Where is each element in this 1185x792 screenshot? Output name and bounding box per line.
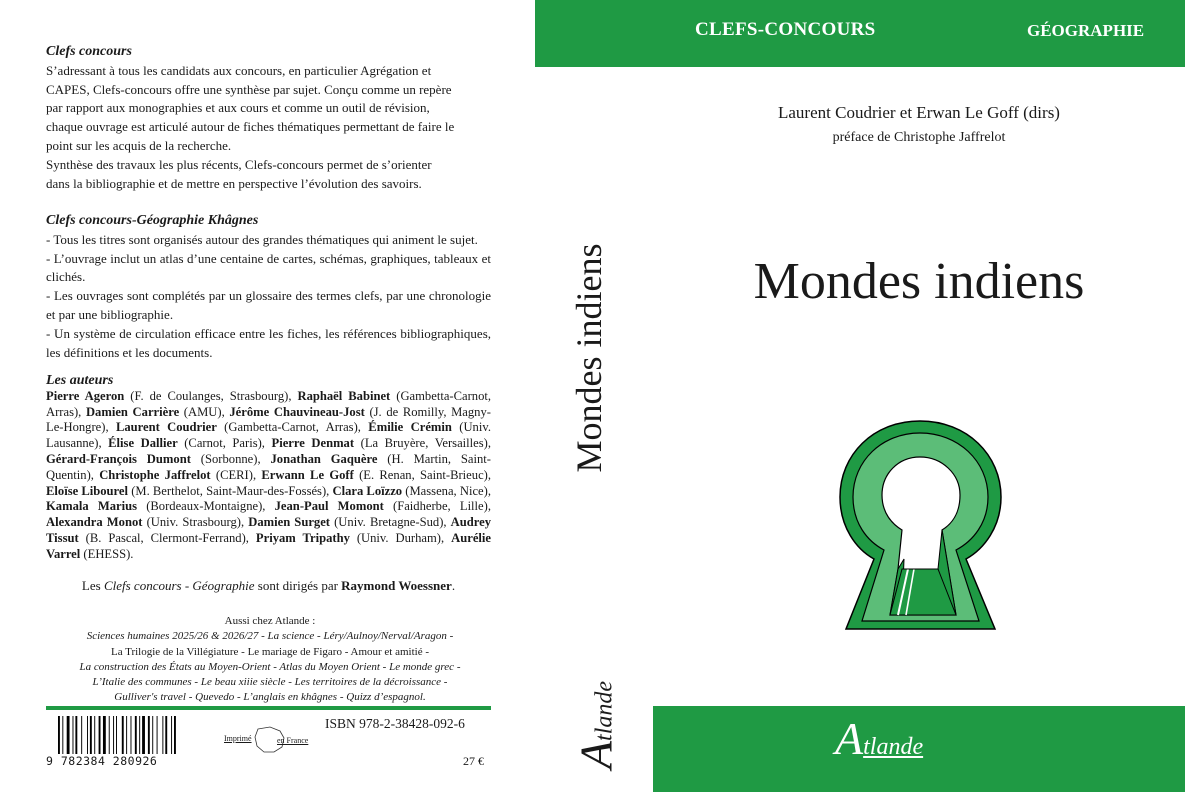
imprime-label: Imprimé bbox=[224, 734, 252, 743]
author-affiliation: (CERI), bbox=[210, 467, 262, 482]
author-name: Pierre Denmat bbox=[271, 436, 355, 451]
direction-line bbox=[46, 577, 491, 596]
author-affiliation: (Massena, Nice), bbox=[402, 483, 491, 498]
barcode-bar bbox=[174, 716, 176, 754]
imprime-en-france bbox=[220, 726, 320, 752]
aussi-line: Sciences humaines 2025/26 & 2026/27 - La science - Léry/Aulnoy/Nerval/Aragon - bbox=[86, 630, 454, 643]
publisher-logo-rest: tlande bbox=[863, 734, 924, 760]
author-name: Raphaël Babinet bbox=[297, 388, 391, 403]
author-affiliation: (Univ. Bretagne-Sud), bbox=[330, 515, 451, 530]
barcode-bar bbox=[135, 716, 137, 754]
barcode-bar bbox=[148, 716, 150, 754]
direction-end: . bbox=[451, 578, 456, 593]
author-affiliation: (Gambetta-Carnot, Arras), bbox=[216, 420, 369, 435]
aussi-line: La construction des États au Moyen-Orient - Atlas du Moyen Orient - Le monde grec - bbox=[79, 660, 461, 673]
isbn: ISBN 978-2-38428-092-6 bbox=[325, 716, 465, 731]
author-affiliation: (Faidherbe, Lille), bbox=[383, 499, 491, 514]
author-name: Émilie Crémin bbox=[368, 420, 452, 435]
author-affiliation: (E. Renan, Saint-Brieuc), bbox=[353, 467, 492, 482]
barcode-bar bbox=[152, 716, 153, 754]
barcode-bar bbox=[116, 716, 117, 754]
spine-title: Mondes indiens bbox=[569, 243, 609, 473]
series-name: CLEFS-CONCOURS bbox=[695, 19, 876, 40]
authors-list bbox=[46, 389, 491, 561]
spine-logo-a: A bbox=[570, 740, 622, 770]
barcode-bar bbox=[62, 716, 63, 754]
author-name: Erwann Le Goff bbox=[261, 467, 354, 482]
aussi-heading: Aussi chez Atlande : bbox=[224, 615, 316, 627]
author-affiliation: (Carnot, Paris), bbox=[177, 436, 272, 451]
text-line: S’adressant à tous les candidats aux concours, en particulier Agrégation et bbox=[46, 62, 432, 78]
author-name: Pierre Ageron bbox=[46, 388, 125, 403]
author-name: Christophe Jaffrelot bbox=[99, 467, 211, 482]
top-band bbox=[535, 0, 1185, 67]
section-heading: Clefs concours bbox=[46, 44, 132, 59]
aussi-chez-atlande bbox=[40, 614, 500, 706]
barcode-bar bbox=[81, 716, 82, 754]
spine-logo-rest: tlande bbox=[591, 680, 618, 741]
cover-preface: préface de Christophe Jaffrelot bbox=[832, 130, 1006, 145]
text-line: dans la bibliographie et de mettre en perspective l’évolution des savoirs. bbox=[46, 175, 422, 191]
section-clefs-concours bbox=[46, 43, 491, 193]
author-name: Damien Carrière bbox=[85, 404, 180, 419]
barcode-bar bbox=[75, 716, 77, 754]
aussi-line: L’Italie des communes - Le beau xiiie siècle - Les territoires de la décroissance - bbox=[92, 676, 448, 689]
author-affiliation: (Gambetta-Carnot, Arras), bbox=[46, 388, 492, 419]
author-affiliation: (H. Martin, Saint-Quentin), bbox=[46, 451, 491, 482]
barcode-bar bbox=[162, 716, 163, 754]
discipline-label: GÉOGRAPHIE bbox=[1027, 21, 1145, 40]
barcode-bar bbox=[122, 716, 124, 754]
barcode-bar bbox=[165, 716, 167, 754]
bottom-band bbox=[653, 706, 1185, 792]
author-name: Jonathan Gaquère bbox=[270, 451, 378, 466]
direction-middle: sont dirigés par bbox=[254, 578, 342, 593]
section-auteurs bbox=[46, 373, 491, 563]
keyhole-icon bbox=[838, 419, 1003, 632]
bullet-item: - Tous les titres sont organisés autour des grandes thématiques qui animent le sujet. bbox=[46, 231, 478, 247]
author-affiliation: (M. Berthelot, Saint-Maur-des-Fossés), bbox=[128, 483, 333, 498]
author-name: Laurent Coudrier bbox=[115, 420, 217, 435]
barcode-bar bbox=[103, 716, 106, 754]
en-france-label: en France bbox=[277, 736, 309, 745]
barcode-bar bbox=[126, 716, 127, 754]
front-cover bbox=[535, 0, 1185, 792]
section-heading: Clefs concours-Géographie Khâgnes bbox=[46, 213, 259, 228]
author-name: Clara Loïzzo bbox=[332, 483, 403, 498]
author-name: Alexandra Monot bbox=[46, 515, 143, 530]
price: 27 € bbox=[463, 754, 484, 768]
author-affiliation: (B. Pascal, Clermont-Ferrand), bbox=[78, 530, 256, 545]
green-divider bbox=[46, 706, 491, 710]
author-name: Audrey Tissut bbox=[46, 515, 492, 545]
author-name: Eloïse Libourel bbox=[46, 483, 129, 498]
barcode-digits: 9 782384 280926 bbox=[46, 754, 158, 768]
direction-series: Clefs concours - Géographie bbox=[103, 578, 255, 593]
barcode-bar bbox=[87, 716, 88, 754]
barcode-bar bbox=[131, 716, 132, 754]
section-geographie-khagnes bbox=[46, 212, 491, 362]
barcode-bar bbox=[139, 716, 140, 754]
section-heading: Les auteurs bbox=[46, 373, 114, 388]
author-affiliation: (Univ. Lausanne), bbox=[46, 420, 491, 451]
bullet-item: - Un système de circulation efficace entre les fiches, les références bibliographiques, les définitions et les documents. bbox=[46, 325, 491, 360]
publisher-logo-a: A bbox=[835, 713, 864, 764]
author-affiliation: (AMU), bbox=[179, 404, 230, 419]
barcode-bar bbox=[67, 716, 70, 754]
barcode-bar bbox=[99, 716, 101, 754]
text-line: CAPES, Clefs-concours offre une synthèse par sujet. Conçu comme un repère bbox=[46, 81, 452, 97]
barcode-bar bbox=[171, 716, 172, 754]
bullet-item: - Les ouvrages sont complétés par un glossaire des termes clefs, par une chronologie et par une bibliographie. bbox=[46, 288, 491, 322]
author-name: Damien Surget bbox=[248, 515, 330, 530]
author-name: Gérard-François Dumont bbox=[46, 451, 191, 466]
text-line: chaque ouvrage est articulé autour de fiches thématiques permettant de faire le bbox=[46, 119, 455, 135]
author-affiliation: (La Bruyère, Versailles), bbox=[354, 436, 491, 451]
author-name: Aurélie Varrel bbox=[46, 530, 491, 561]
back-cover bbox=[0, 0, 535, 792]
author-name: Kamala Marius bbox=[46, 499, 138, 514]
cover-authors: Laurent Coudrier et Erwan Le Goff (dirs) bbox=[778, 103, 1060, 122]
author-name: Priyam Tripathy bbox=[255, 530, 350, 545]
book-title: Mondes indiens bbox=[753, 253, 1085, 310]
text-line: point sur les acquis de la recherche. bbox=[46, 137, 232, 153]
publisher-logo bbox=[835, 712, 923, 765]
author-affiliation: (EHESS). bbox=[80, 546, 134, 561]
barcode-bar bbox=[58, 716, 60, 754]
bullet-item: - L’ouvrage inclut un atlas d’une centaine de cartes, schémas, graphiques, tableaux et clichés. bbox=[46, 250, 491, 285]
author-affiliation: (F. de Coulanges, Strasbourg), bbox=[124, 388, 298, 403]
barcode-bar bbox=[113, 716, 114, 754]
text-line: Synthèse des travaux les plus récents, Clefs-concours permet de s’orienter bbox=[46, 156, 432, 172]
aussi-line: La Trilogie de la Villégiature - Le mariage de Figaro - Amour et amitié - bbox=[110, 645, 430, 658]
direction-prefix: Les bbox=[81, 578, 104, 593]
author-name: Élise Dallier bbox=[108, 436, 178, 451]
barcode-bar bbox=[157, 716, 158, 754]
barcode-bar bbox=[90, 716, 92, 754]
author-name: Jean-Paul Momont bbox=[274, 499, 384, 514]
author-affiliation: (Univ. Strasbourg), bbox=[142, 515, 249, 530]
author-affiliation: (Sorbonne), bbox=[190, 451, 271, 466]
barcode-bar bbox=[73, 716, 74, 754]
text-line: par rapport aux monographies et aux cours et comme un outil de révision, bbox=[46, 100, 430, 116]
author-affiliation: (Univ. Durham), bbox=[349, 530, 452, 545]
barcode-bar bbox=[142, 716, 145, 754]
author-affiliation: (Bordeaux-Montaigne), bbox=[137, 499, 275, 514]
barcode-bar bbox=[109, 716, 110, 754]
direction-director: Raymond Woessner bbox=[341, 578, 452, 593]
barcode-bar bbox=[94, 716, 95, 754]
aussi-line: Gulliver's travel - Quevedo - L’anglais en khâgnes - Quizz d’espagnol. bbox=[114, 691, 426, 704]
author-name: Jérôme Chauvineau-Jost bbox=[229, 404, 365, 419]
author-affiliation: (J. de Romilly, Magny-Le-Hongre), bbox=[46, 404, 491, 435]
